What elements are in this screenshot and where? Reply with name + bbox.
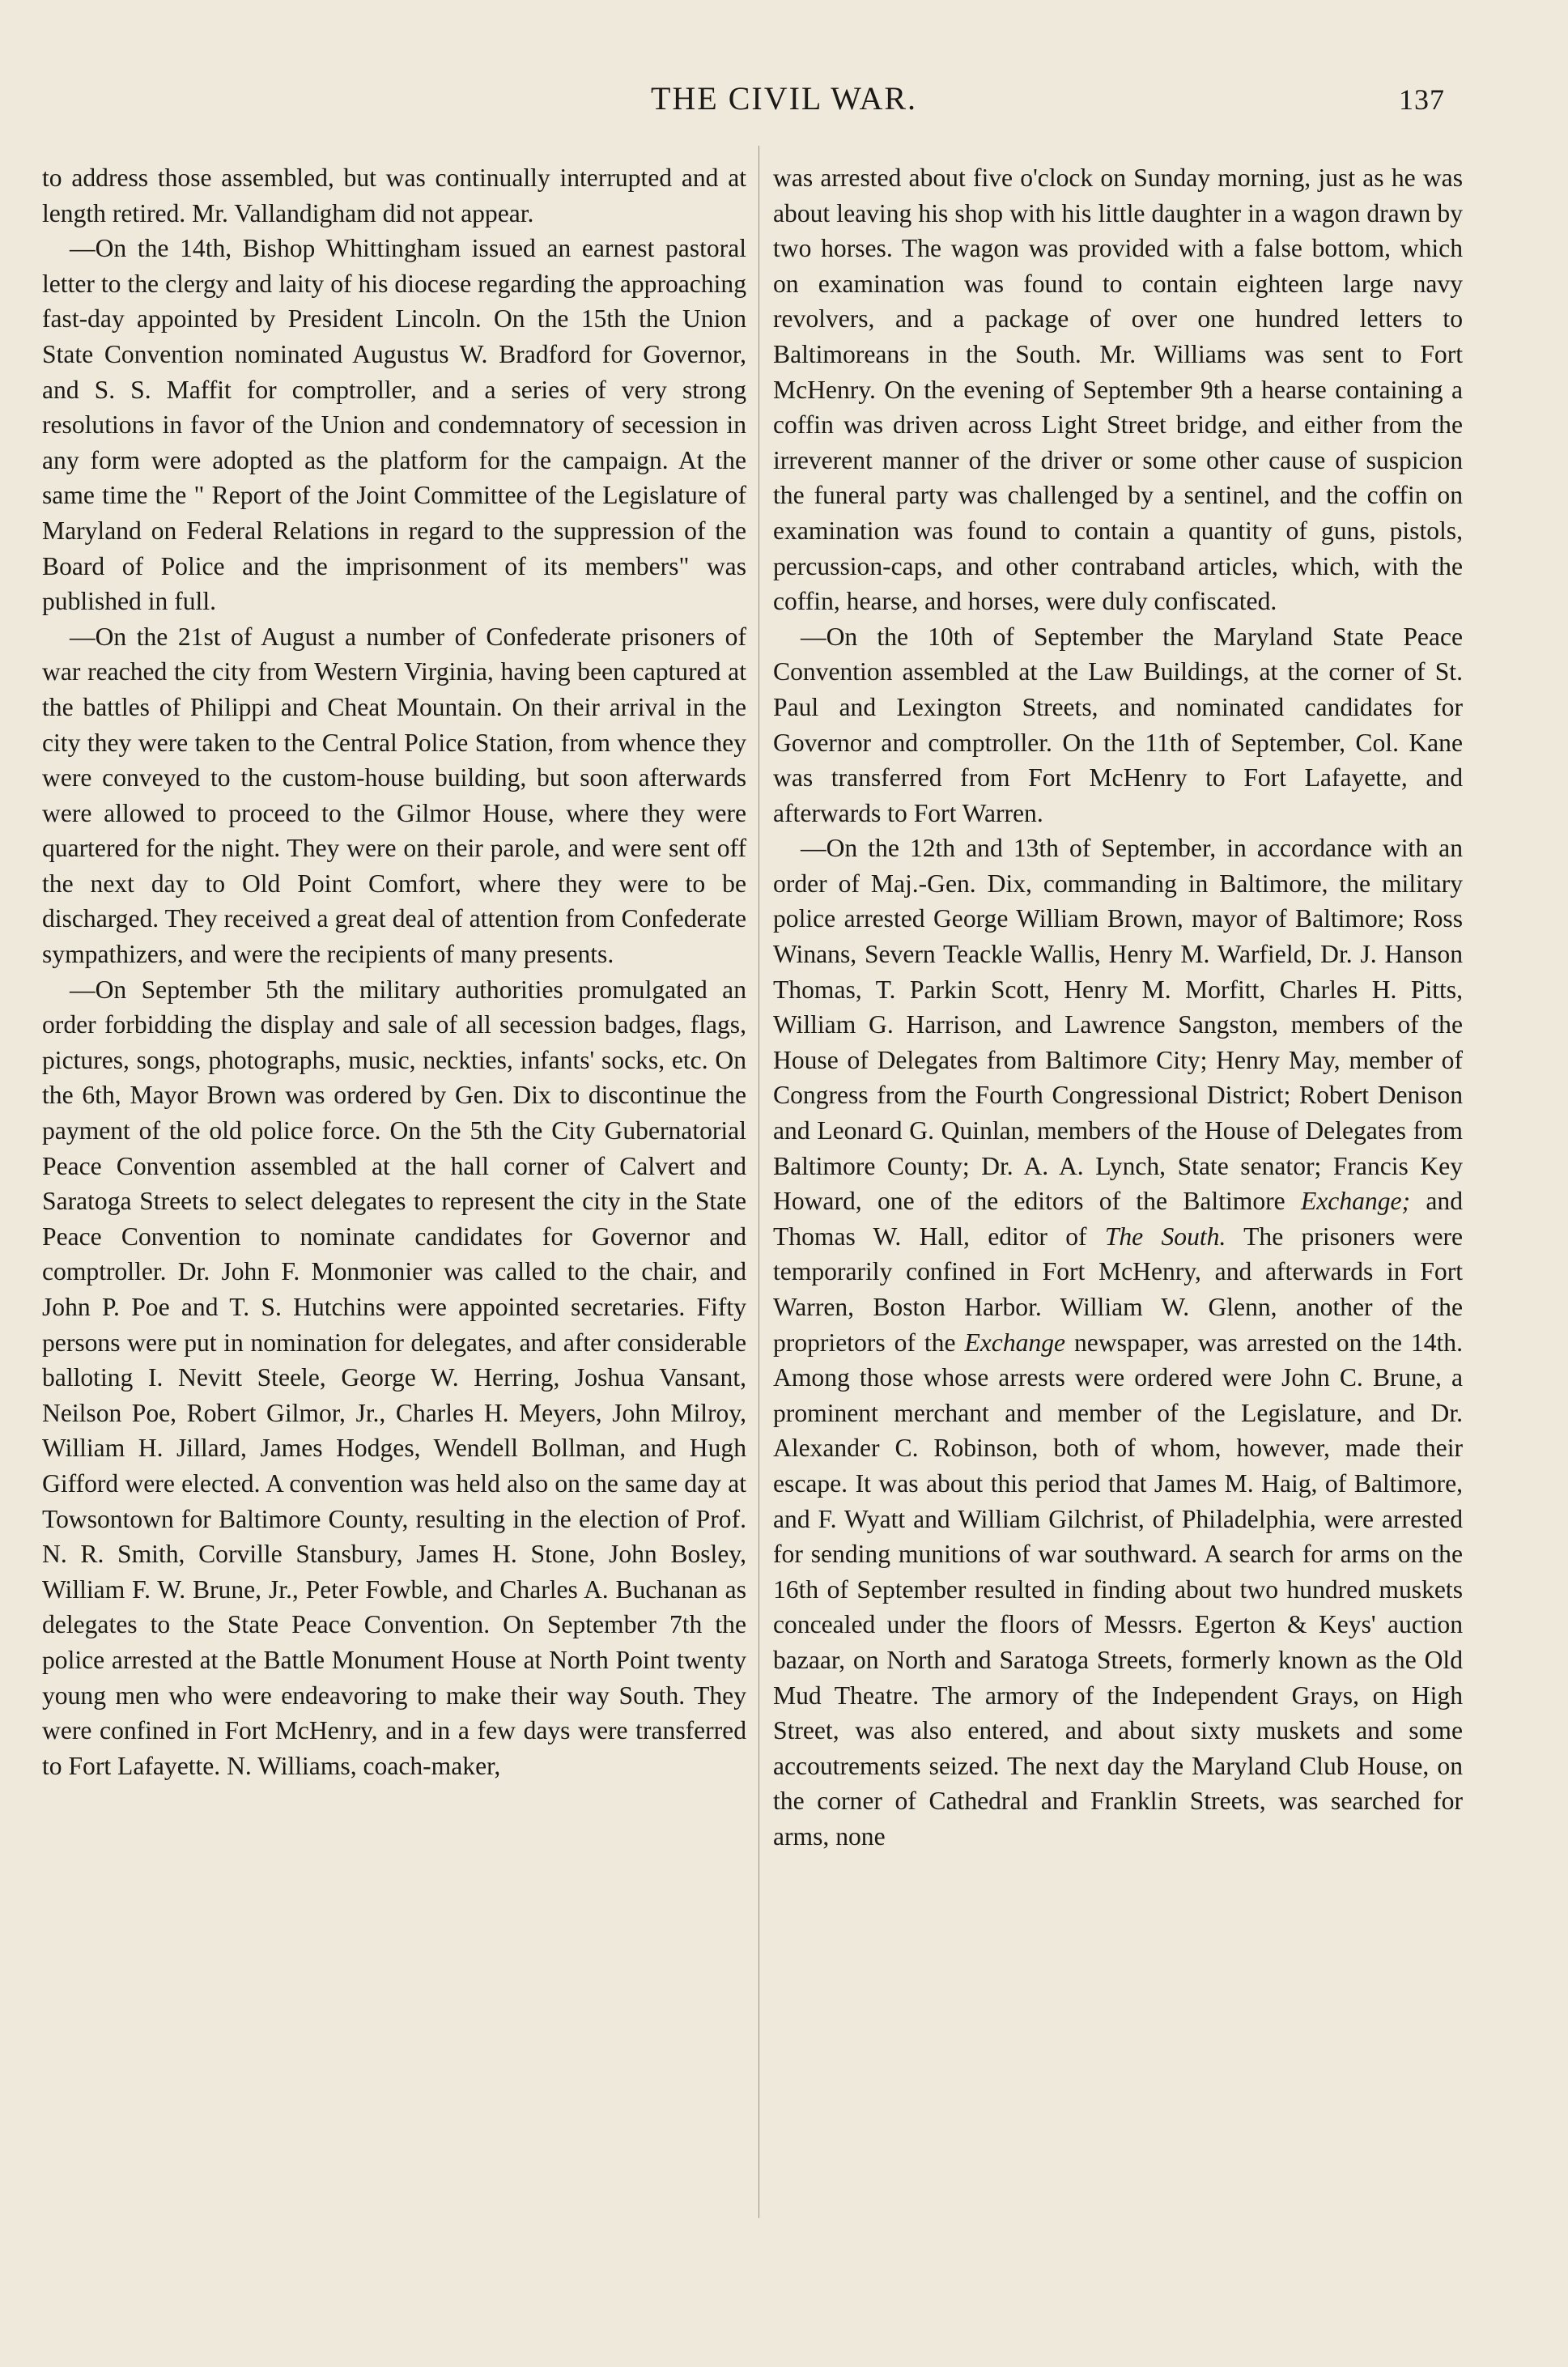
paragraph: to address those assembled, but was continually interrupted and at length retired. Mr. Vallandigham did not appear.	[42, 164, 746, 227]
newspaper-title: Exchange;	[1300, 1187, 1411, 1216]
right-column	[773, 160, 1463, 1855]
paragraph: —On the 21st of August a number of Confederate prisoners of war reached the city from Western Virginia, having been captured at the battles of Philippi and Cheat Mountain. On their arrival in the city they were taken to the Central Police Station, from whence they were conveyed to the custom-house building, but soon afterwards were allowed to proceed to the Gilmor House, where they were quartered for the night. They were on their parole, and were sent off the next day to Old Point Comfort, where they were to be discharged. They received a great deal of attention from Confederate sympathizers, and were the recipients of many presents.	[42, 622, 746, 969]
text-run: —On the 12th and 13th of September, in accordance with an order of Maj.-Gen. Dix, commanding in Baltimore, the military police arrested George William Brown, mayor of Baltimore; Ross Winans, Severn Teackle Wallis, Henry M. Warfield, Dr. J. Hanson Thomas, T. Parkin Scott, Henry M. Morfitt, Charles H. Pitts, William G. Harrison, and Lawrence Sangston, members of the House of Delegates from Baltimore City; Henry May, member of Congress from the Fourth Congressional District; Robert Denison and Leonard G. Quinlan, members of the House of Delegates from Baltimore County; Dr. A. A. Lynch, State senator; Francis Key Howard, one of the editors of the Baltimore	[773, 834, 1463, 1216]
newspaper-title: Exchange	[964, 1328, 1066, 1357]
paragraph: —On the 10th of September the Maryland State Peace Convention assembled at the Law Buildings, at the corner of St. Paul and Lexington Streets, and nominated candidates for Governor and comptroller. On the 11th of September, Col. Kane was transferred from Fort McHenry to Fort Lafayette, and afterwards to Fort Warren.	[773, 622, 1463, 827]
text-run: and Thomas W. Hall, editor of	[773, 1187, 1463, 1251]
paragraph: —On the 14th, Bishop Whittingham issued an earnest pastoral letter to the clergy and laity of his diocese regarding the approaching fast-day appointed by President Lincoln. On the 15th the Union State Convention nominated Augustus W. Bradford for Governor, and S. S. Maffit for comptroller, and a series of very strong resolutions in favor of the Union and condemnatory of secession in any form were adopted as the platform for the campaign. At the same time the " Report of the Joint Committee of the Legislature of Maryland on Federal Relations in regard to the suppression of the Board of Police and the imprisonment of its members" was published in full.	[42, 234, 746, 616]
running-title: THE CIVIL WAR.	[650, 80, 918, 117]
paragraph	[773, 831, 1463, 1854]
paragraph: —On September 5th the military authorities promulgated an order forbidding the display and sale of all secession badges, flags, pictures, songs, photographs, music, neckties, infants' socks, etc. On the 6th, Mayor Brown was ordered by Gen. Dix to discontinue the payment of the old police force. On the 5th the City Gubernatorial Peace Convention assembled at the hall corner of Calvert and Saratoga Streets to select delegates to represent the city in the State Peace Convention to nominate candidates for Governor and comptroller. Dr. John F. Monmonier was called to the chair, and John P. Poe and T. S. Hutchins were appointed secretaries. Fifty persons were put in nomination for delegates, and after considerable balloting I. Nevitt Steele, George W. Herring, Joshua Vansant, Neilson Poe, Robert Gilmor, Jr., Charles H. Meyers, John Milroy, William H. Jillard, James Hodges, Wendell Bollman, and Hugh Gifford were elected. A convention was held also on the same day at Towsontown for Baltimore County, resulting in the election of Prof. N. R. Smith, Corville Stansbury, James H. Stone, John Bosley, William F. W. Brune, Jr., Peter Fowble, and Charles A. Buchanan as delegates to the State Peace Convention. On September 7th the police arrested at the Battle Monument House at North Point twenty young men who were endeavoring to make their way South. They were confined in Fort McHenry, and in a few days were transferred to Fort Lafayette. N. Williams, coach-maker,	[42, 975, 746, 1780]
text-run: newspaper, was arrested on the 14th. Among those whose arrests were ordered were John C. Brune, a prominent merchant and member of the Legislature, and Dr. Alexander C. Robinson, both of whom, however, made their escape. It was about this period that James M. Haig, of Baltimore, and F. Wyatt and William Gilchrist, of Philadelphia, were arrested for sending munitions of war southward. A search for arms on the 16th of September resulted in finding about two hundred muskets concealed under the floors of Messrs. Egerton & Keys' auction bazaar, on North and Saratoga Streets, formerly known as the Old Mud Theatre. The armory of the Independent Grays, on High Street, was also entered, and about sixty muskets and some accoutrements seized. The next day the Maryland Club House, on the corner of Cathedral and Franklin Streets, was searched for arms, none	[773, 1328, 1463, 1851]
paragraph: was arrested about five o'clock on Sunday morning, just as he was about leaving his shop with his little daughter in a wagon drawn by two horses. The wagon was provided with a false bottom, which on examination was found to contain eighteen large navy revolvers, and a package of over one hundred letters to Baltimoreans in the South. Mr. Williams was sent to Fort McHenry. On the evening of September 9th a hearse containing a coffin was driven across Light Street bridge, and either from the irreverent manner of the driver or some other cause of suspicion the funeral party was challenged by a sentinel, and the coffin on examination was found to contain a quantity of guns, pistols, percussion-caps, and other contraband articles, which, with the coffin, hearse, and horses, were duly confiscated.	[773, 164, 1463, 616]
text-run: The prisoners were temporarily confined in Fort McHenry, and afterwards in Fort Warren, Boston Harbor. William W. Glenn, another of the proprietors of the	[773, 1222, 1464, 1357]
newspaper-title: The South.	[1104, 1222, 1226, 1251]
page-number: 137	[1399, 83, 1445, 116]
left-column	[42, 160, 746, 1783]
